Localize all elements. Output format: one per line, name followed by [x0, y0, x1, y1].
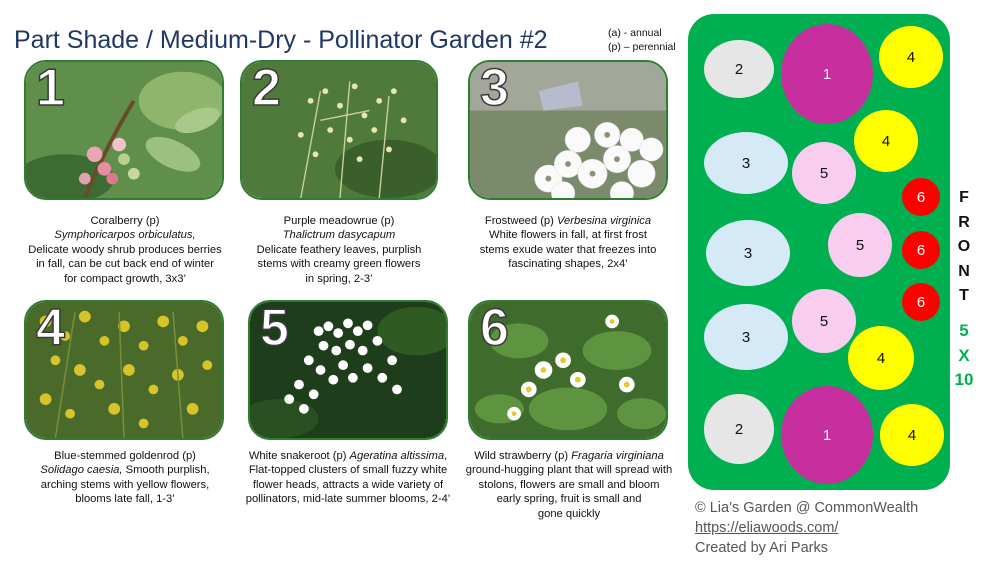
plant-spot-label: 6	[916, 241, 926, 259]
plant-name: White snakeroot (p)	[248, 450, 347, 462]
plant-spot-5	[828, 213, 892, 277]
photo-coralberry	[24, 60, 224, 200]
photo-wild-strawberry	[468, 300, 668, 440]
website-link[interactable]: https://eliawoods.com/	[695, 520, 839, 536]
plant-number: 2	[252, 60, 281, 117]
plant-spot-4	[880, 404, 944, 466]
plant-latin: Verbesina virginica	[557, 215, 652, 227]
plant-number: 4	[36, 300, 65, 357]
page-title: Part Shade / Medium-Dry - Pollinator Garden #2	[14, 26, 548, 54]
plant-spot-label: 3	[743, 244, 753, 262]
plant-spot-label: 4	[907, 426, 917, 444]
plant-number: 6	[480, 300, 509, 357]
credits	[695, 498, 918, 558]
plant-spot-3	[704, 132, 788, 194]
legend-annual: (a) - annual	[608, 27, 662, 39]
plant-latin: Symphoricarpos orbiculatus,	[54, 229, 196, 242]
plant-desc: stems with creamy green flowers	[257, 258, 421, 271]
plant-desc: in spring, 2-3’	[305, 272, 373, 285]
size-part: 5	[959, 321, 969, 340]
plant-desc: Flat-topped clusters of small fuzzy white	[248, 464, 448, 477]
front-letter: N	[958, 262, 970, 280]
front-label	[953, 186, 975, 309]
plant-desc: Delicate woody shrub produces berries	[28, 243, 222, 256]
plant-spot-6	[902, 231, 940, 269]
plant-name-suffix: ,	[444, 450, 448, 462]
plant-desc: arching stems with yellow flowers,	[40, 478, 210, 491]
plant-desc: pollinators, mid-late summer blooms, 2-4’	[245, 493, 451, 506]
plant-spot-label: 5	[819, 164, 829, 182]
plant-latin: Ageratina altissima	[349, 450, 445, 462]
plant-desc: White flowers in fall, at first frost	[489, 229, 647, 242]
plant-spot-label: 4	[881, 132, 891, 150]
caption-blue-stemmed-goldenrod	[14, 449, 236, 507]
photo-blue-stemmed-goldenrod	[24, 300, 224, 440]
plant-desc: stems exude water that freezes into	[479, 243, 657, 256]
plant-spot-3	[704, 304, 788, 370]
plant-desc: stolons, flowers are small and bloom	[478, 478, 660, 491]
caption-white-snakeroot	[226, 449, 470, 507]
size-part: 10	[954, 370, 974, 389]
plant-desc: early spring, fruit is small and	[496, 493, 642, 506]
plant-desc: fascinating shapes, 2x4’	[508, 258, 628, 271]
plant-spot-label: 6	[916, 188, 926, 206]
credit-author: Created by Ari Parks	[695, 540, 828, 556]
plant-desc: blooms late fall, 1-3’	[75, 493, 175, 506]
plant-desc: ground-hugging plant that will spread with	[465, 464, 673, 477]
photo-purple-meadowrue	[240, 60, 438, 200]
plant-spot-4	[848, 326, 914, 390]
credit-copyright: © Lia’s Garden @ CommonWealth	[695, 500, 919, 516]
plant-latin: Thalictrum dasycapum	[282, 229, 396, 242]
plant-desc: Smooth purplish,	[122, 464, 210, 477]
plant-number: 5	[260, 300, 289, 357]
plant-spot-6	[902, 283, 940, 321]
plant-name: Frostweed (p)	[484, 215, 554, 227]
plant-number: 3	[480, 60, 509, 117]
plant-spot-label: 2	[734, 420, 744, 438]
plant-spot-label: 2	[734, 60, 744, 78]
plant-desc: in fall, can be cut back end of winter	[36, 258, 214, 271]
legend-perennial: (p) – perennial	[608, 41, 676, 53]
plant-desc: flower heads, attracts a wide variety of	[252, 478, 444, 491]
plant-spot-1	[781, 386, 873, 484]
plant-spot-label: 3	[741, 154, 751, 172]
caption-frostweed	[456, 214, 680, 272]
plant-spot-label: 6	[916, 293, 926, 311]
front-letter: O	[957, 238, 971, 255]
plant-spot-label: 4	[876, 349, 886, 367]
plant-spot-2	[704, 40, 774, 98]
plant-name: Wild strawberry (p)	[474, 450, 569, 462]
caption-purple-meadowrue	[235, 214, 443, 286]
plant-spot-label: 4	[906, 48, 916, 66]
garden-size-label	[950, 319, 978, 393]
plant-desc: gone quickly	[537, 507, 601, 520]
plant-name: Blue-stemmed goldenrod (p)	[54, 450, 196, 462]
photo-frostweed	[468, 60, 668, 200]
plant-spot-label: 5	[819, 312, 829, 330]
garden-map	[688, 14, 950, 490]
plant-spot-label: 1	[822, 426, 832, 444]
plant-spot-3	[706, 220, 790, 286]
plant-spot-label: 3	[741, 328, 751, 346]
plant-spot-4	[854, 110, 918, 172]
front-letter: F	[959, 189, 969, 206]
caption-coralberry	[14, 214, 236, 286]
plant-latin: Fragaria virginiana	[571, 450, 664, 462]
photo-white-snakeroot	[248, 300, 448, 440]
plant-spot-4	[879, 26, 943, 88]
plant-number: 1	[36, 60, 65, 117]
plant-latin: Solidago caesia,	[40, 464, 123, 477]
front-letter: T	[959, 287, 969, 304]
size-part: X	[958, 345, 970, 365]
front-letter: R	[958, 213, 970, 231]
plant-spot-1	[781, 24, 873, 124]
plant-spot-6	[902, 178, 940, 216]
plant-spot-5	[792, 142, 856, 204]
caption-wild-strawberry	[452, 449, 686, 521]
plant-desc: Delicate feathery leaves, purplish	[256, 243, 422, 256]
plant-spot-2	[704, 394, 774, 464]
legend	[608, 26, 676, 54]
plant-spot-label: 5	[855, 236, 865, 254]
plant-name: Purple meadowrue (p)	[283, 215, 395, 227]
plant-desc: for compact growth, 3x3’	[64, 272, 186, 285]
plant-spot-label: 1	[822, 65, 832, 83]
plant-name: Coralberry (p)	[90, 215, 160, 227]
plant-spot-5	[792, 289, 856, 353]
